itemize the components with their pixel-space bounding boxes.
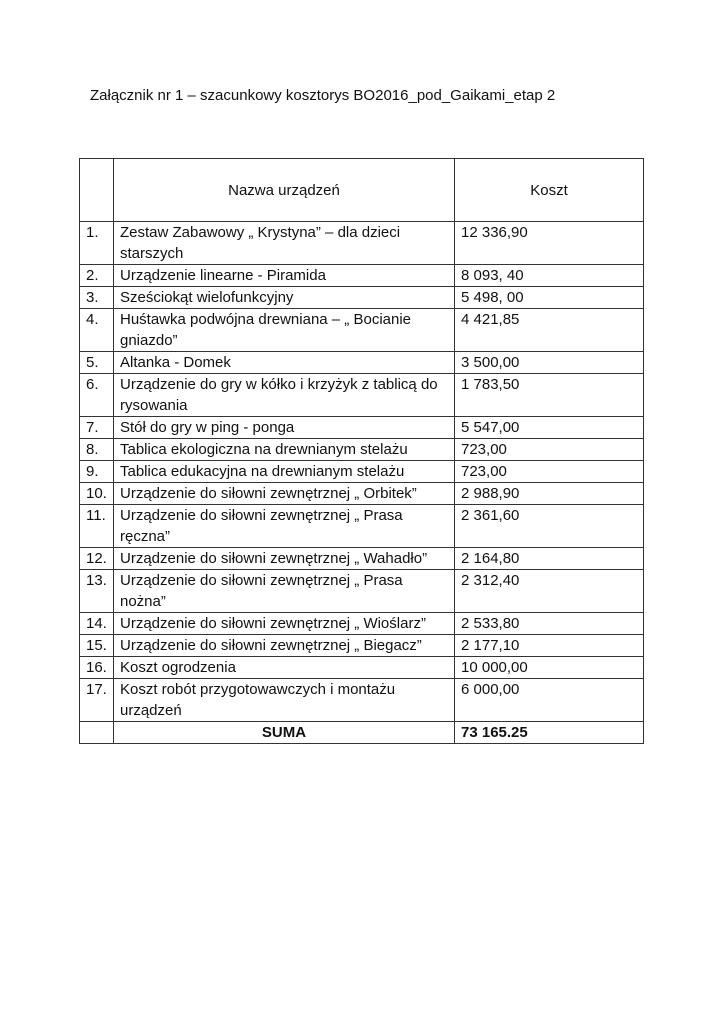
row-name: Koszt ogrodzenia [114, 657, 455, 679]
table-row [80, 417, 644, 439]
cost-estimate-table [79, 158, 644, 744]
row-cost: 2 533,80 [455, 613, 644, 635]
row-cost: 12 336,90 [455, 222, 644, 265]
row-number: 5. [80, 352, 114, 374]
row-cost: 2 361,60 [455, 505, 644, 548]
table-row [80, 613, 644, 635]
table-row [80, 352, 644, 374]
row-number: 14. [80, 613, 114, 635]
row-cost: 3 500,00 [455, 352, 644, 374]
row-name: Koszt robót przygotowawczych i montażu urządzeń [114, 679, 455, 722]
table-row [80, 548, 644, 570]
header-name: Nazwa urządzeń [114, 159, 455, 222]
total-label: SUMA [114, 722, 455, 744]
row-number: 15. [80, 635, 114, 657]
table-row [80, 287, 644, 309]
row-number: 2. [80, 265, 114, 287]
row-name: Sześciokąt wielofunkcyjny [114, 287, 455, 309]
total-empty-cell [80, 722, 114, 744]
row-cost: 2 988,90 [455, 483, 644, 505]
row-number: 4. [80, 309, 114, 352]
row-cost: 10 000,00 [455, 657, 644, 679]
row-name: Urządzenie do siłowni zewnętrznej „ Wahadło” [114, 548, 455, 570]
row-number: 13. [80, 570, 114, 613]
header-cost: Koszt [455, 159, 644, 222]
row-number: 6. [80, 374, 114, 417]
table-row [80, 679, 644, 722]
row-name: Urządzenie do siłowni zewnętrznej „ Orbitek” [114, 483, 455, 505]
row-number: 12. [80, 548, 114, 570]
table-row [80, 635, 644, 657]
table-row [80, 505, 644, 548]
table-row [80, 374, 644, 417]
row-number: 11. [80, 505, 114, 548]
table-row [80, 483, 644, 505]
table-row [80, 570, 644, 613]
row-name: Urządzenie do siłowni zewnętrznej „ Prasa nożna” [114, 570, 455, 613]
row-number: 7. [80, 417, 114, 439]
row-name: Stół do gry w ping - ponga [114, 417, 455, 439]
row-name: Tablica ekologiczna na drewnianym stelażu [114, 439, 455, 461]
row-number: 8. [80, 439, 114, 461]
table-row [80, 265, 644, 287]
row-number: 16. [80, 657, 114, 679]
row-name: Zestaw Zabawowy „ Krystyna” – dla dzieci starszych [114, 222, 455, 265]
table-row [80, 439, 644, 461]
row-cost: 6 000,00 [455, 679, 644, 722]
row-name: Urządzenie do siłowni zewnętrznej „ Wioślarz” [114, 613, 455, 635]
row-cost: 5 547,00 [455, 417, 644, 439]
row-name: Urządzenie do siłowni zewnętrznej „ Prasa ręczna” [114, 505, 455, 548]
row-cost: 4 421,85 [455, 309, 644, 352]
row-cost: 2 177,10 [455, 635, 644, 657]
header-number [80, 159, 114, 222]
row-number: 9. [80, 461, 114, 483]
table-row [80, 222, 644, 265]
table-row [80, 657, 644, 679]
row-name: Altanka - Domek [114, 352, 455, 374]
row-cost: 1 783,50 [455, 374, 644, 417]
total-row [80, 722, 644, 744]
row-name: Huśtawka podwójna drewniana – „ Bocianie gniazdo” [114, 309, 455, 352]
row-cost: 5 498, 00 [455, 287, 644, 309]
row-name: Urządzenie linearne - Piramida [114, 265, 455, 287]
table-header-row [80, 159, 644, 222]
row-cost: 8 093, 40 [455, 265, 644, 287]
row-cost: 2 312,40 [455, 570, 644, 613]
row-number: 10. [80, 483, 114, 505]
row-name: Urządzenie do gry w kółko i krzyżyk z tablicą do rysowania [114, 374, 455, 417]
row-name: Urządzenie do siłowni zewnętrznej „ Biegacz” [114, 635, 455, 657]
row-number: 3. [80, 287, 114, 309]
row-cost: 2 164,80 [455, 548, 644, 570]
total-value: 73 165.25 [455, 722, 644, 744]
row-number: 17. [80, 679, 114, 722]
row-cost: 723,00 [455, 461, 644, 483]
row-number: 1. [80, 222, 114, 265]
document-title: Załącznik nr 1 – szacunkowy kosztorys BO2016_pod_Gaikami_etap 2 [90, 87, 556, 104]
row-name: Tablica edukacyjna na drewnianym stelażu [114, 461, 455, 483]
table-row [80, 461, 644, 483]
row-cost: 723,00 [455, 439, 644, 461]
table-row [80, 309, 644, 352]
